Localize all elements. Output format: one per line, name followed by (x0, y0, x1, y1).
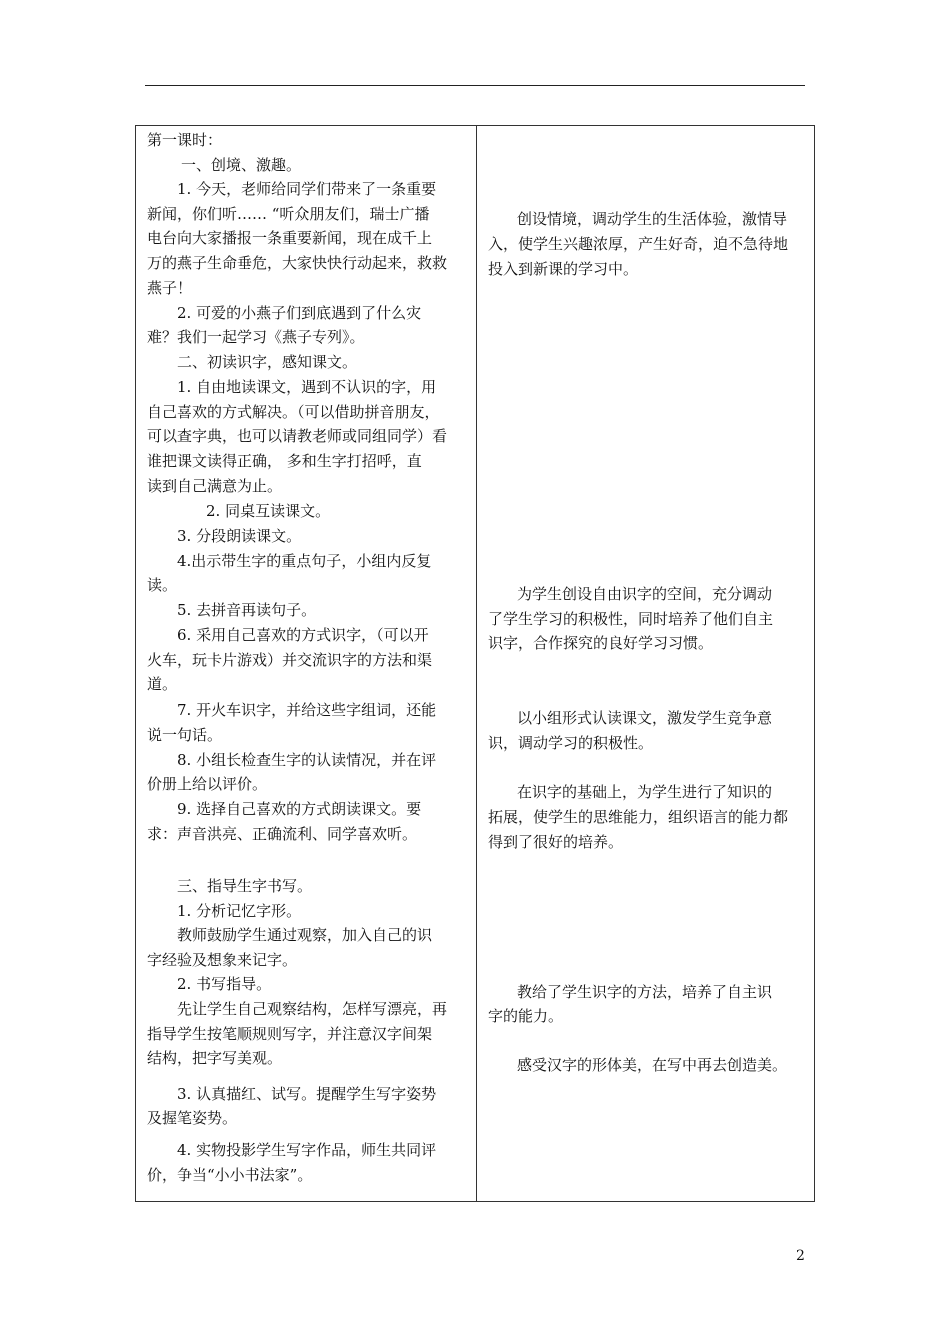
header-rule (145, 85, 805, 86)
left-line: 电台向大家播报一条重要新闻，现在成千上 (147, 229, 433, 247)
left-line: 万的燕子生命垂危，大家快快行动起来，救救 (147, 254, 448, 272)
right-line: 识，调动学习的积极性。 (488, 734, 654, 752)
left-line: 7. 开火车识字，并给这些字组词，还能 (177, 701, 437, 719)
left-line: 价册上给以评价。 (147, 775, 268, 793)
column-divider (476, 126, 477, 1201)
left-line: 4. 实物投影学生写字作品，师生共同评 (177, 1141, 437, 1159)
left-line: 2. 可爱的小燕子们到底遇到了什么灾 (177, 304, 422, 322)
left-line: 8. 小组长检查生字的认读情况，并在评 (177, 751, 437, 769)
right-line: 字的能力。 (488, 1007, 564, 1025)
left-line: 先让学生自己观察结构，怎样写漂亮，再 (177, 1000, 448, 1018)
left-line: 燕子！ (147, 279, 193, 297)
left-line: 3. 分段朗读课文。 (177, 527, 302, 545)
left-line: 一、创境、激趣。 (181, 156, 302, 174)
lesson-table (135, 125, 815, 1202)
right-line: 投入到新课的学习中。 (488, 260, 639, 278)
right-line: 创设情境，调动学生的生活体验，激情导 (517, 210, 788, 228)
left-line: 3. 认真描红、试写。提醒学生写字姿势 (177, 1085, 437, 1103)
left-line: 2. 书写指导。 (177, 975, 272, 993)
left-line: 求：声音洪亮、正确流利、同学喜欢听。 (147, 825, 418, 843)
right-line: 拓展，使学生的思维能力，组织语言的能力都 (488, 808, 789, 826)
left-line: 结构，把字写美观。 (147, 1049, 283, 1067)
right-line: 了学生学习的积极性，同时培养了他们自主 (488, 610, 774, 628)
left-line: 可以查字典，也可以请教老师或同组同学）看 (147, 427, 448, 445)
left-line: 火车，玩卡片游戏）并交流识字的方法和渠 (147, 651, 433, 669)
right-line: 感受汉字的形体美，在写中再去创造美。 (517, 1056, 788, 1074)
right-line: 在识字的基础上，为学生进行了知识的 (517, 783, 773, 801)
left-line: 道。 (147, 675, 178, 693)
left-line: 读。 (147, 576, 178, 594)
left-line: 第一课时： (147, 131, 223, 149)
left-line: 新闻，你们听…… “听众朋友们，瑞士广播 (147, 205, 430, 223)
left-line: 6. 采用自己喜欢的方式识字，（可以开 (177, 626, 429, 644)
left-line: 谁把课文读得正确， 多和生字打招呼，直 (147, 452, 422, 470)
left-line: 4.出示带生字的重点句子，小组内反复 (177, 552, 432, 570)
page-number: 2 (796, 1248, 805, 1264)
left-line: 指导学生按笔顺规则写字，并注意汉字间架 (147, 1025, 433, 1043)
left-line: 二、初读识字，感知课文。 (177, 353, 358, 371)
left-line: 1. 分析记忆字形。 (177, 902, 302, 920)
left-line: 1. 今天，老师给同学们带来了一条重要 (177, 180, 437, 198)
right-line: 识字，合作探究的良好学习习惯。 (488, 634, 714, 652)
left-line: 5. 去拼音再读句子。 (177, 601, 317, 619)
left-line: 读到自己满意为止。 (147, 477, 283, 495)
right-line: 为学生创设自由识字的空间，充分调动 (517, 585, 773, 603)
left-line: 价，争当“小小书法家”。 (147, 1166, 313, 1184)
right-line: 入，使学生兴趣浓厚，产生好奇，迫不急待地 (488, 235, 789, 253)
left-line: 2. 同桌互读课文。 (206, 502, 331, 520)
left-line: 1. 自由地读课文，遇到不认识的字，用 (177, 378, 437, 396)
left-line: 说一句话。 (147, 726, 223, 744)
right-line: 教给了学生识字的方法，培养了自主识 (517, 983, 773, 1001)
left-line: 教师鼓励学生通过观察，加入自己的识 (177, 926, 433, 944)
right-line: 以小组形式认读课文，激发学生竞争意 (517, 709, 773, 727)
left-line: 难？我们一起学习《燕子专列》。 (147, 328, 365, 346)
left-line: 及握笔姿势。 (147, 1109, 238, 1127)
left-line: 字经验及想象来记字。 (147, 951, 298, 969)
left-line: 三、指导生字书写。 (177, 877, 313, 895)
right-line: 得到了很好的培养。 (488, 833, 624, 851)
left-line: 9. 选择自己喜欢的方式朗读课文。要 (177, 800, 422, 818)
left-line: 自己喜欢的方式解决。（可以借助拼音朋友， (147, 403, 440, 421)
